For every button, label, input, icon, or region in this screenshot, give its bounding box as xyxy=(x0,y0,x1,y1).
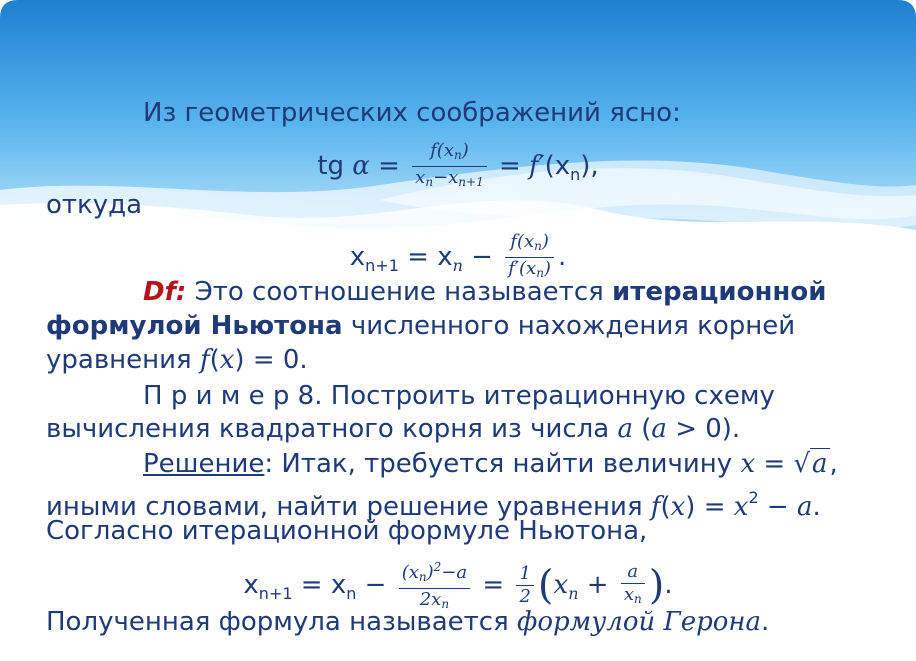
tg-text: tg xyxy=(317,151,345,181)
newton-formula: $x_{n+1} = x_n$ − $\frac{f(x_n)}{f'(x_n)}$ . xyxy=(0,231,916,284)
tangent-fraction: $\frac{f(x_n)}{x_n-x_{n+1}}$ xyxy=(412,140,487,193)
equals-sign: = xyxy=(378,151,400,181)
definition-line-2 xyxy=(46,310,795,342)
definition-line xyxy=(143,276,826,308)
definition-text: Это соотношение называется xyxy=(194,277,604,307)
solution-text: : Итак, требуется найти величину xyxy=(264,449,733,479)
heron-formula-name: формулой Герона xyxy=(517,607,762,637)
greater-sign: > xyxy=(675,414,697,444)
definition-bold-2: формулой Ньютона xyxy=(46,311,343,341)
solution-line-3: Согласно итерационной формуле Ньютона, xyxy=(46,516,648,546)
conclusion-line: Полученная формула называется формулой Герона. xyxy=(46,607,770,637)
definition-bold-1: итерационной xyxy=(612,277,827,307)
newton-fraction: $\frac{f(x_n)}{f'(x_n)}$ xyxy=(505,231,554,284)
heron-fraction-half: $\frac{1}{2}$ xyxy=(516,563,533,608)
example-text: вычисления квадратного корня из числа xyxy=(46,414,610,444)
conclusion-text: Полученная формула называется xyxy=(46,607,509,637)
definition-text-2: численного нахождения корней xyxy=(350,311,796,341)
alpha-symbol: α xyxy=(352,151,370,181)
definition-line-3: уравнения f(x) = 0. xyxy=(46,345,308,375)
heron-fraction-1: $\frac{(x_n)^2-a}{2x_n}$ xyxy=(399,556,470,615)
heron-fraction-2: $\frac{a}{x_n}$ xyxy=(621,561,645,610)
equation-word: уравнения xyxy=(46,345,192,375)
intro-line: Из геометрических соображений ясно: xyxy=(143,98,681,128)
example-line-2: вычисления квадратного корня из числа a (a > 0). xyxy=(46,414,741,444)
solution-line-2: иными словами, найти решение уравнения $f(x) = x^2 - a$. xyxy=(46,488,821,522)
equation-zero: = 0. xyxy=(252,345,308,375)
solution-line: Решение: Итак, требуется найти величину x = √a, xyxy=(143,449,838,479)
solution-label: Решение xyxy=(143,449,265,479)
zero-paren: 0). xyxy=(705,414,741,444)
sqrt-a: √a xyxy=(793,449,828,479)
solution-text-2: иными словами, найти решение уравнения xyxy=(46,492,643,522)
df-label: Df: xyxy=(143,277,187,307)
heron-formula: $x_{n+1} = x_n$ − $\frac{(x_n)^2-a}{2x_n}$ = $\frac{1}{2}$ ($x_n$ + $\frac{a}{x_n}$ ). xyxy=(0,556,916,615)
tangent-formula: tg α = $\frac{f(x_n)}{x_n-x_{n+1}}$ = $f'(x_n)$, xyxy=(0,140,916,193)
example-line: П р и м е р 8. Построить итерационную схему xyxy=(143,381,775,411)
otkuda-line: откуда xyxy=(46,190,143,220)
